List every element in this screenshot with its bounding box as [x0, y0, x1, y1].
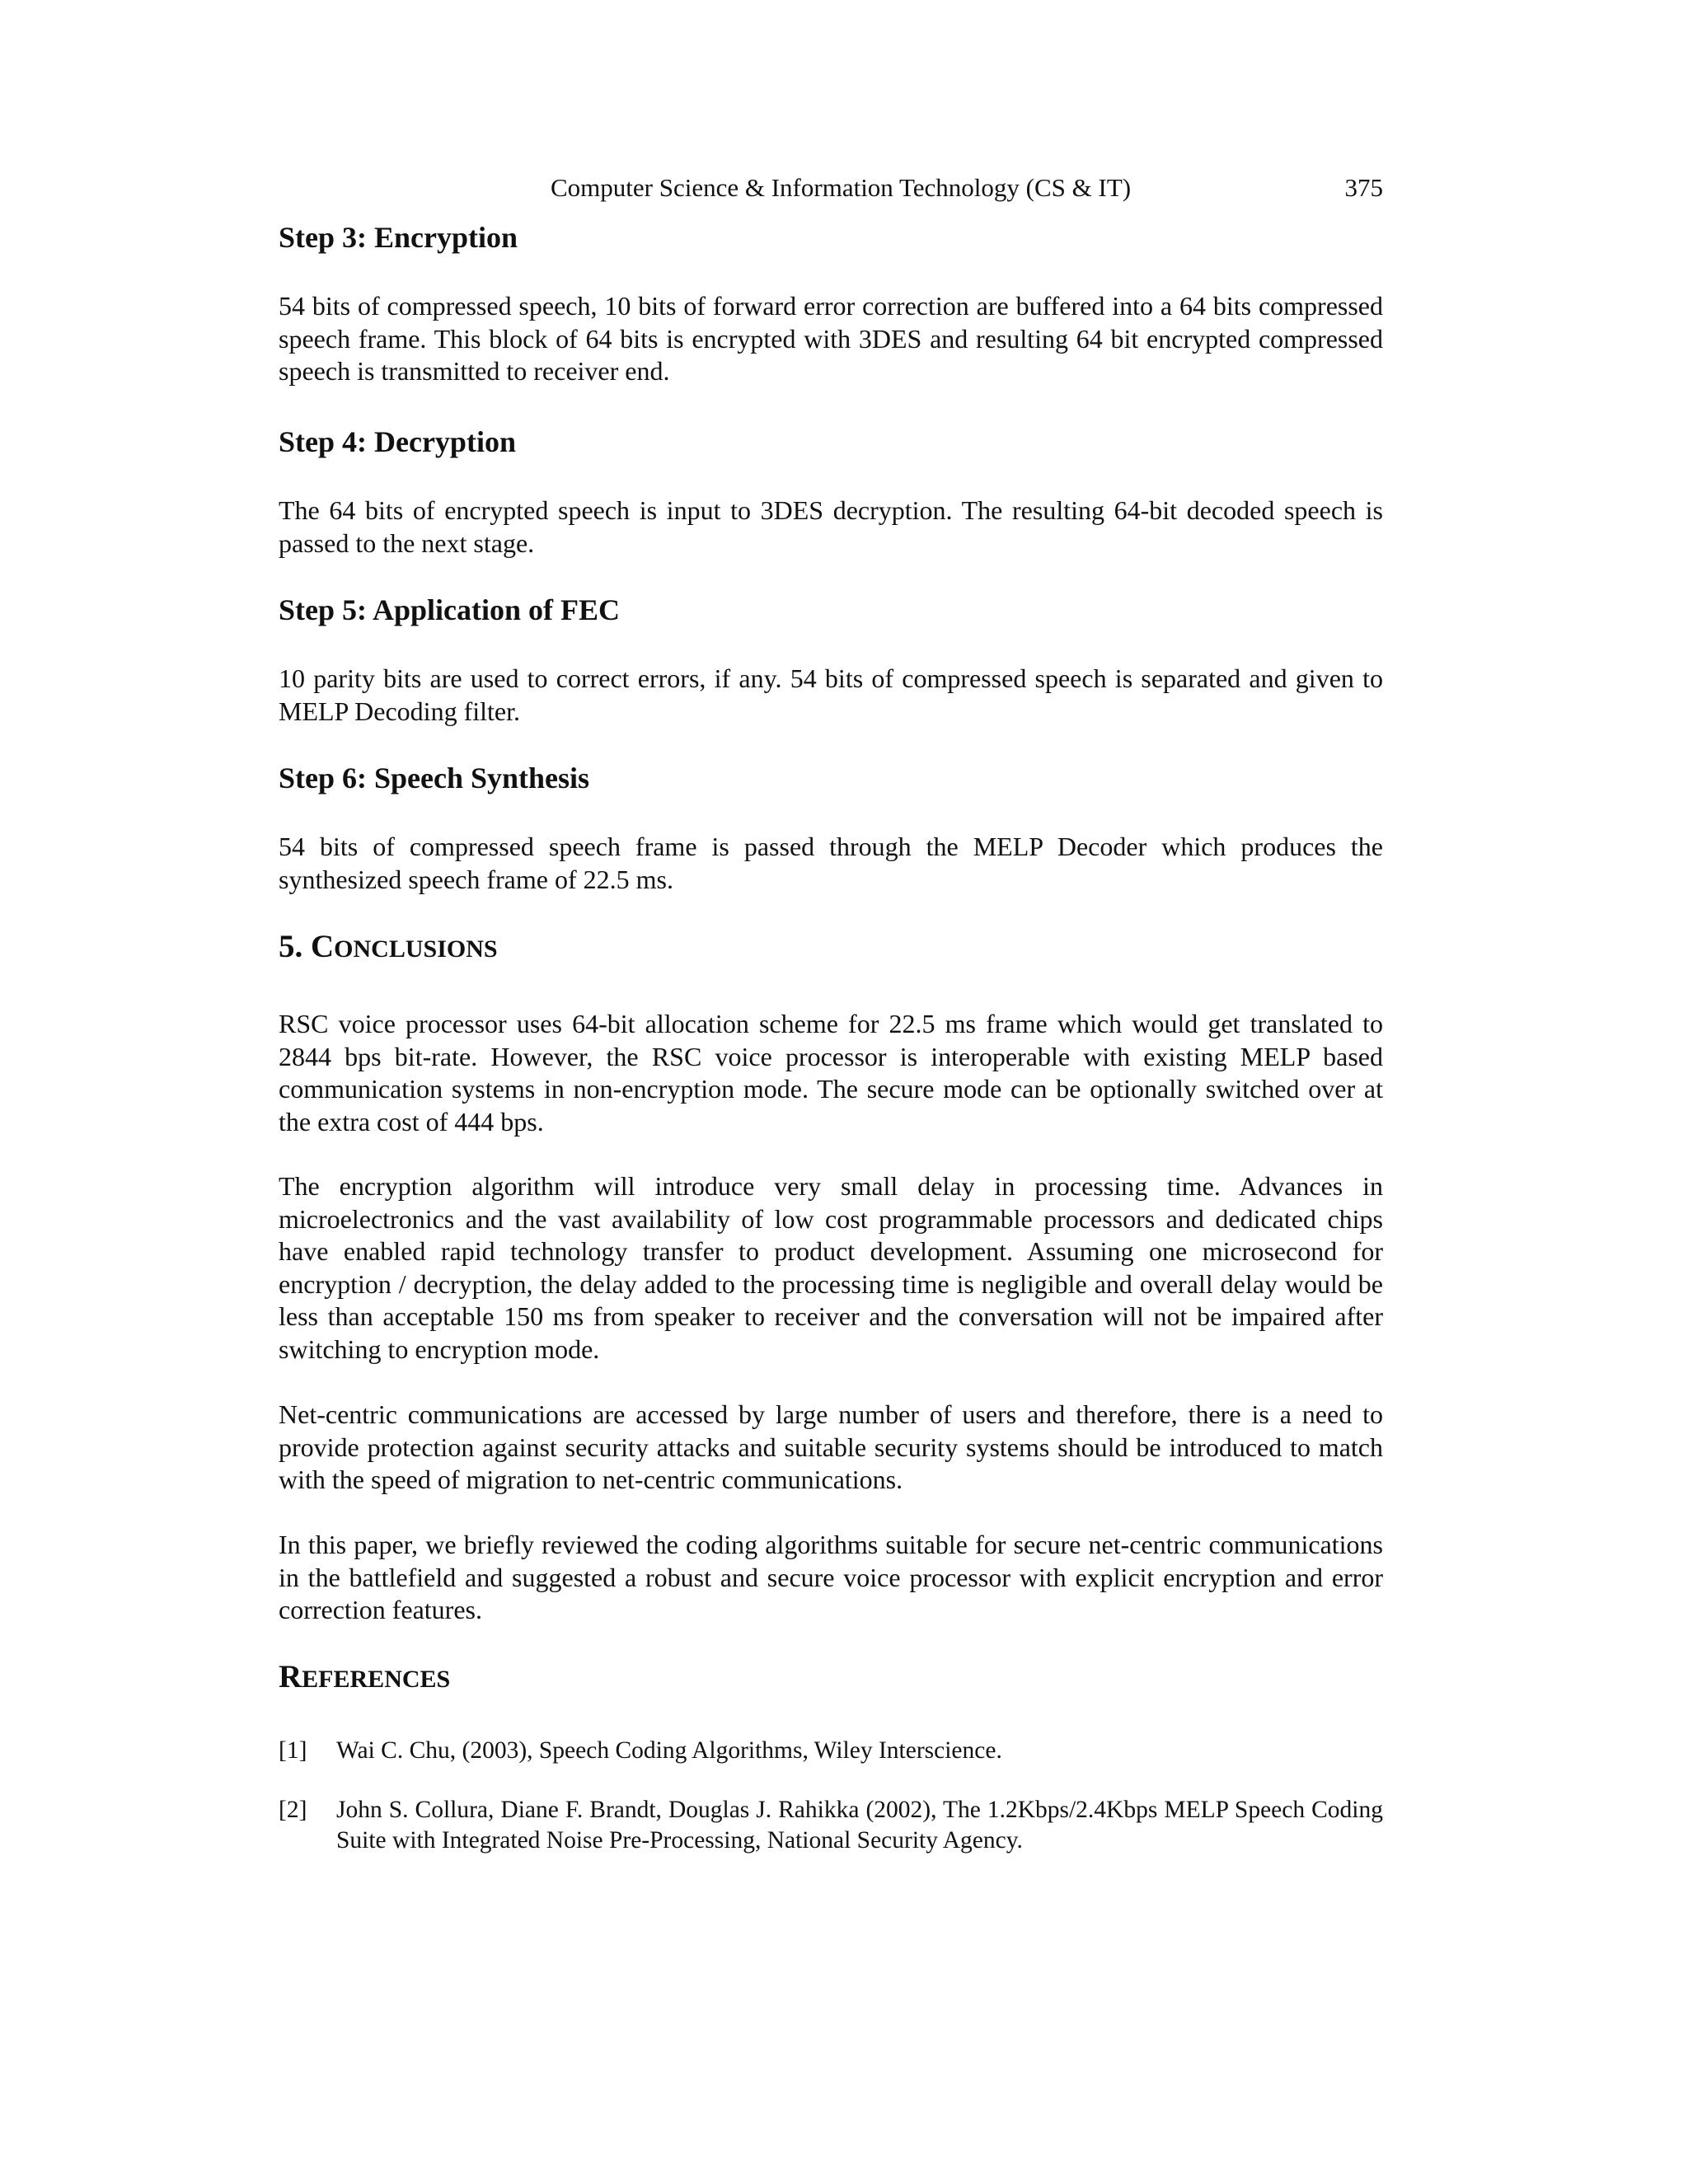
page-number: 375 — [1344, 173, 1383, 202]
step4-heading: Step 4: Decryption — [279, 425, 516, 458]
step4-paragraph: The 64 bits of encrypted speech is input to 3DES decryption. The resulting 64-bit decoded speech is passed to the next stage. — [279, 495, 1383, 558]
conclusions-paragraph-3: Net-centric communications are accessed by large number of users and therefore, there is a need to provide protection against security attacks and suitable security systems should be introduced to match with the speed of migration to net-centric communications. — [279, 1399, 1383, 1494]
conclusions-smallcaps: ONCLUSIONS — [334, 935, 498, 963]
step6-paragraph: 54 bits of compressed speech frame is passed through the MELP Decoder which produces the synthesized speech frame of 22.5 ms. — [279, 832, 1383, 894]
references-initial: R — [279, 1659, 302, 1694]
reference-item — [279, 1736, 1383, 1766]
reference-text: John S. Collura, Diane F. Brandt, Douglas J. Rahikka (2002), The 1.2Kbps/2.4Kbps MELP Speech Coding Suite with Integrated Noise Pre-Processing, National Security Agency. — [336, 1797, 1383, 1854]
conclusions-heading — [279, 928, 1383, 968]
conclusions-number: 5. — [279, 929, 311, 964]
step6-heading: Step 6: Speech Synthesis — [279, 762, 590, 794]
running-title: Computer Science & Information Technology (CS & IT) — [551, 173, 1132, 202]
conclusions-paragraph-1: RSC voice processor uses 64-bit allocation scheme for 22.5 ms frame which would get translated to 2844 bps bit-rate. However, the RSC voice processor is interoperable with existing MELP based communication systems in non-encryption mode. The secure mode can be optionally switched over at the extra cost of 444 bps. — [279, 1009, 1383, 1137]
conclusions-paragraph-4: In this paper, we briefly reviewed the coding algorithms suitable for secure net-centric communications in the battlefield and suggested a robust and secure voice processor with explicit encryption and error correction features. — [279, 1530, 1383, 1624]
reference-number: [1] — [279, 1737, 307, 1764]
reference-text: Wai C. Chu, (2003), Speech Coding Algorithms, Wiley Interscience. — [336, 1737, 1002, 1764]
conclusions-paragraph-2: The encryption algorithm will introduce very small delay in processing time. Advances in microelectronics and the vast availability of low cost programmable processors and dedicated chips have enabled rapid technology transfer to product development. Assuming one microsecond for encryption / decryption, the delay added to the processing time is negligible and overall delay would be less than acceptable 150 ms from speaker to receiver and the conversation will not be impaired after switching to encryption mode. — [279, 1171, 1383, 1364]
reference-number: [2] — [279, 1797, 307, 1823]
step3-heading: Step 3: Encryption — [279, 221, 518, 254]
conclusions-initial: C — [311, 929, 335, 964]
references-smallcaps: EFERENCES — [302, 1666, 451, 1693]
step5-heading: Step 5: Application of FEC — [279, 593, 621, 626]
references-heading — [279, 1658, 1383, 1699]
step5-paragraph: 10 parity bits are used to correct errors, if any. 54 bits of compressed speech is separated and given to MELP Decoding filter. — [279, 663, 1383, 726]
reference-item — [279, 1795, 1383, 1856]
step3-paragraph: 54 bits of compressed speech, 10 bits of forward error correction are buffered into a 64 bits compressed speech frame. This block of 64 bits is encrypted with 3DES and resulting 64 bit encrypted compressed speech is transmitted to receiver end. — [279, 291, 1383, 386]
